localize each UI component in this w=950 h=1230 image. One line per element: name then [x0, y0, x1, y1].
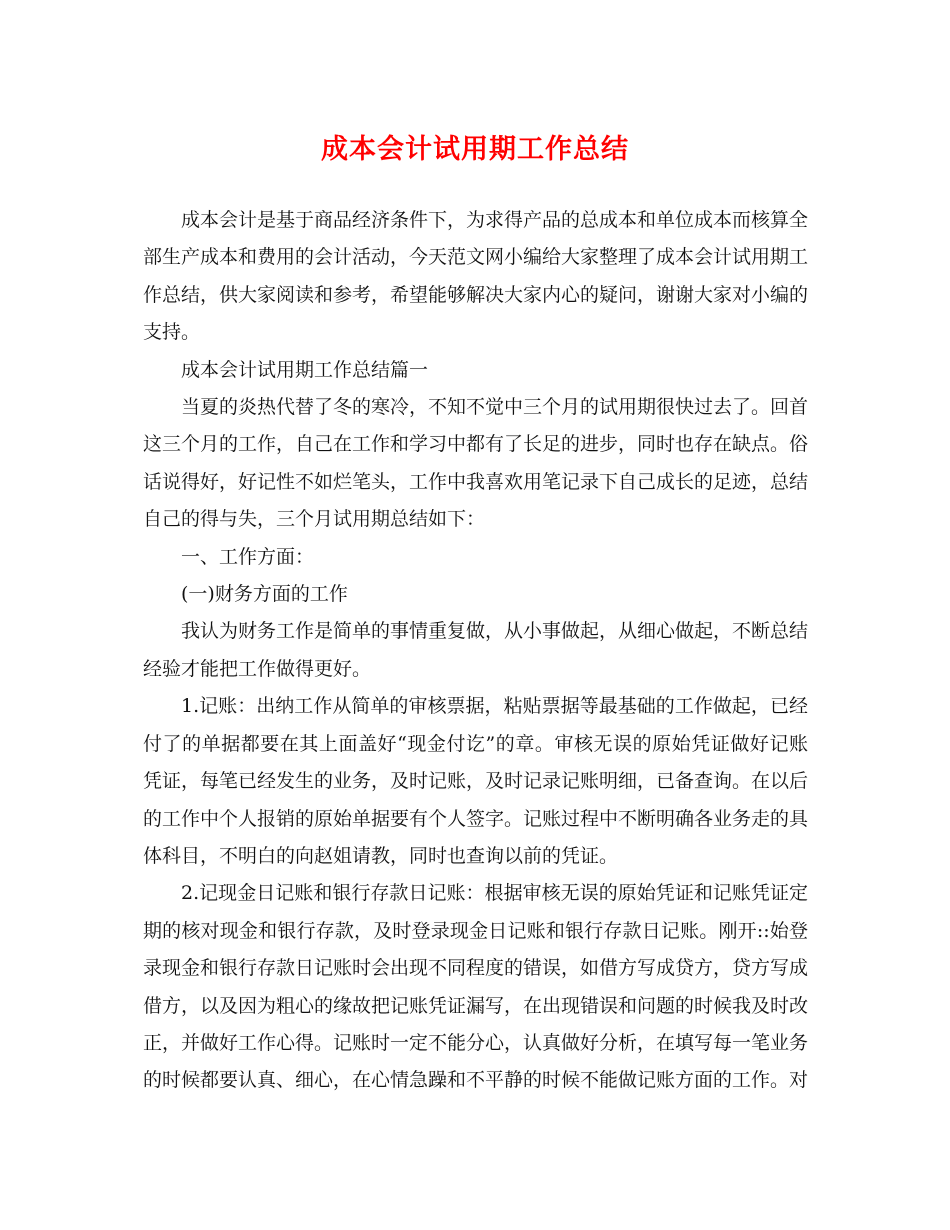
document-title: 成本会计试用期工作总结	[321, 134, 629, 165]
paragraph-intro: 成本会计是基于商品经济条件下，为求得产品的总成本和单位成本而核算全部生产成本和费用的会计活动，今天范文网小编给大家整理了成本会计试用期工作总结，供大家阅读和参考，希望能够解决大家内心的疑问，谢谢大家对小编的支持。	[143, 209, 809, 344]
paragraph-section-heading: 成本会计试用期工作总结篇一	[181, 358, 429, 381]
paragraph-cash-journal: 2.记现金日记账和银行存款日记账：根据审核无误的原始凭证和记账凭证定期的核对现金和银行存款，及时登录现金日记账和银行存款日记账。刚开::始登录现金和银行存款日记账时会出现不同程度的错误，如借方写成贷方，贷方写成借方，以及因为粗心的缘故把记账凭证漏写，在出现错误和问题的时候我及时改正，并做好工作心得。记账时一定不能分心，认真做好分析，在填写每一笔业务的时候都要认真、细心，在心情急躁和不平静的时候不能做记账方面的工作。对	[143, 882, 809, 1092]
paragraph-finance-view: 我认为财务工作是简单的事情重复做，从小事做起，从细心做起，不断总结经验才能把工作做得更好。	[143, 620, 809, 680]
paragraph-opening: 当夏的炎热代替了冬的寒冷，不知不觉中三个月的试用期很快过去了。回首这三个月的工作，自己在工作和学习中都有了长足的进步，同时也存在缺点。俗话说得好，好记性不如烂笔头，工作中我喜欢用笔记录下自己成长的足迹，总结自己的得与失，三个月试用期总结如下：	[143, 396, 809, 531]
paragraph-finance-work: (一)财务方面的工作	[181, 583, 348, 606]
paragraph-bookkeeping: 1.记账：出纳工作从简单的审核票据，粘贴票据等最基础的工作做起，已经付了的单据都要在其上面盖好“现金付讫”的章。审核无误的原始凭证做好记账凭证，每笔已经发生的业务，及时记账，及时记录记账明细，已备查询。在以后的工作中个人报销的原始单据要有个人签字。记账过程中不断明确各业务走的具体科目，不明白的向赵姐请教，同时也查询以前的凭证。	[143, 695, 809, 867]
document-body	[143, 202, 808, 1100]
paragraph-work-aspects: 一、工作方面：	[181, 545, 315, 568]
